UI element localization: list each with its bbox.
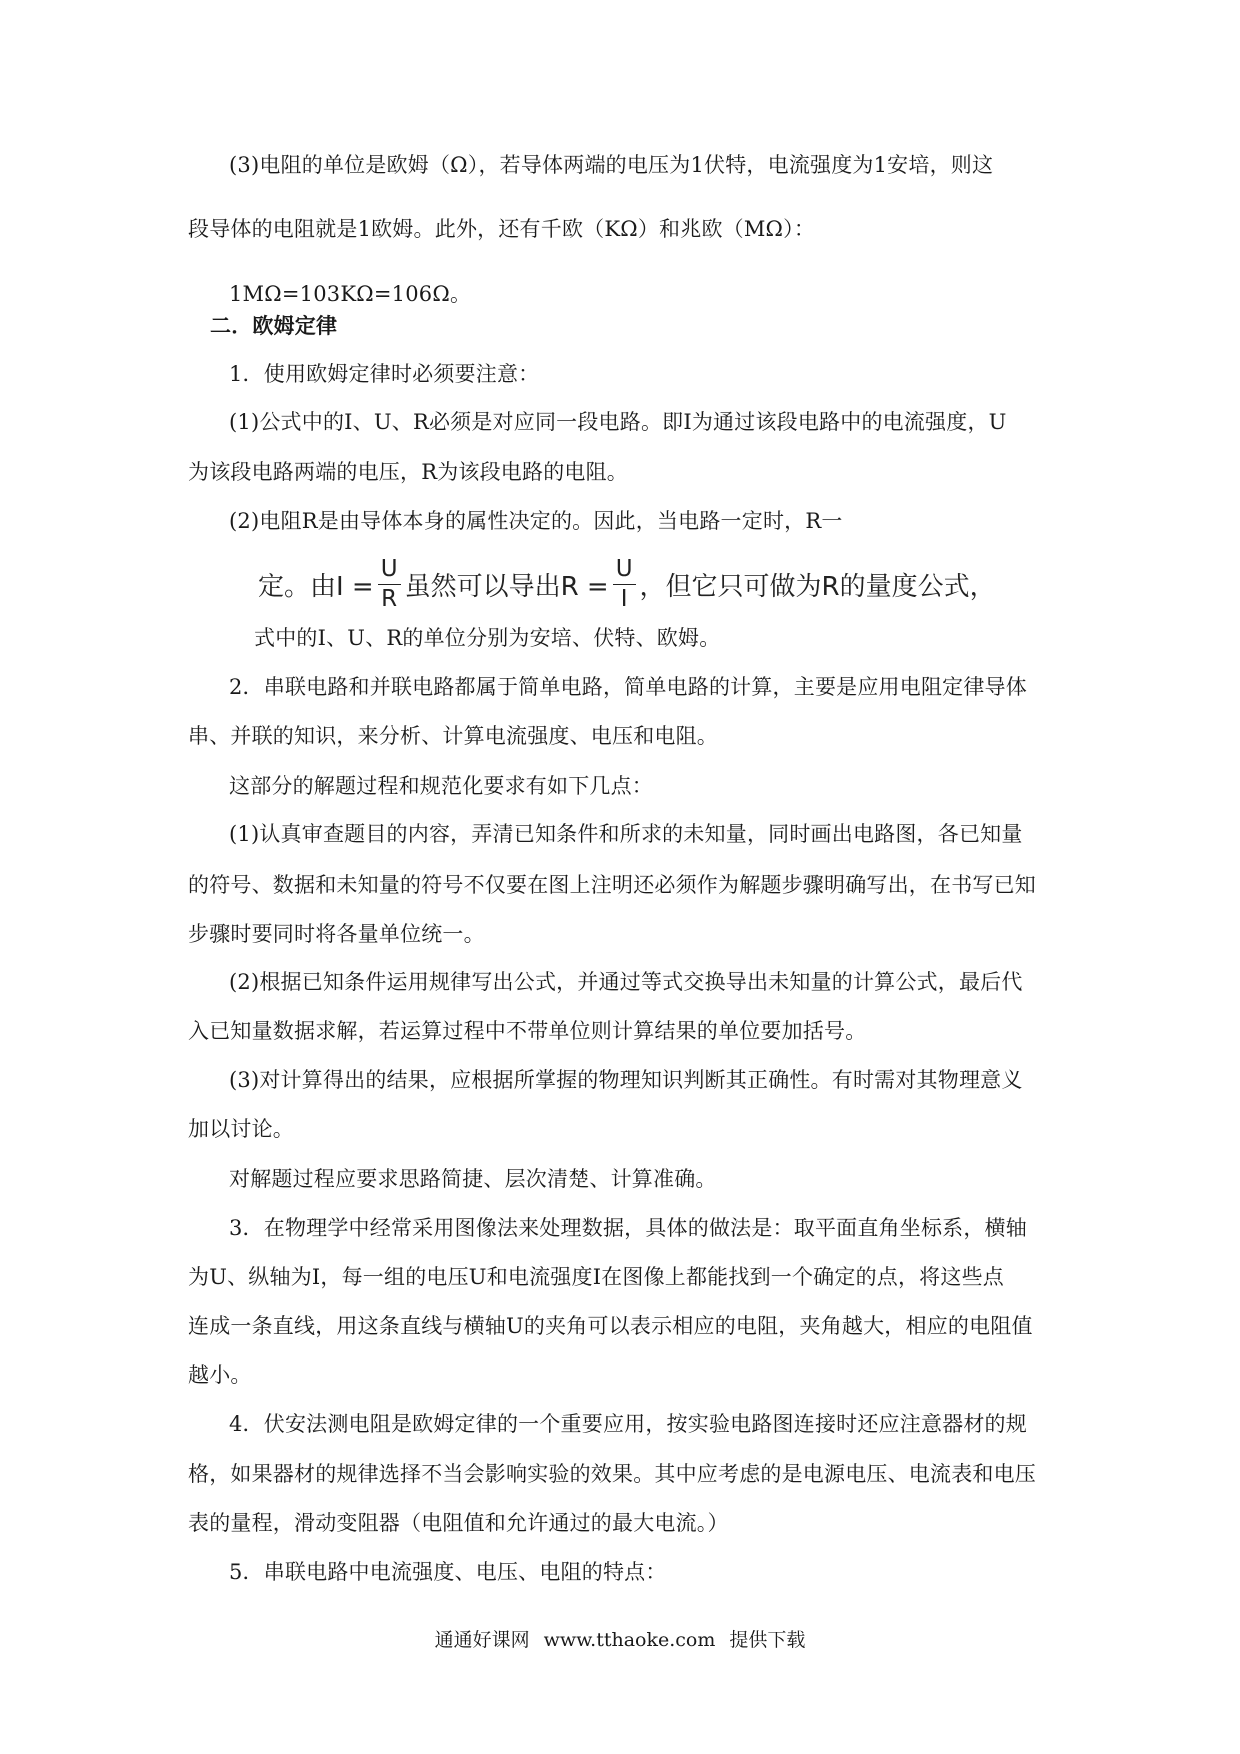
- fraction-denominator: I: [620, 585, 628, 612]
- footer-site-name: 通通好课网: [434, 1629, 530, 1651]
- paragraph-line: 5．串联电路中电流强度、电压、电阻的特点：: [229, 1560, 667, 1584]
- paragraph-line: (3)对计算得出的结果，应根据所掌握的物理知识判断其正确性。有时需对其物理意义: [229, 1068, 1023, 1092]
- footer-url-link[interactable]: www.tthaoke.com: [543, 1629, 716, 1651]
- paragraph-line: 对解题过程应要求思路简捷、层次清楚、计算准确。: [229, 1167, 717, 1191]
- paragraph-line: 连成一条直线，用这条直线与横轴U的夹角可以表示相应的电阻，夹角越大，相应的电阻值: [188, 1314, 1033, 1338]
- paragraph-line: 3．在物理学中经常采用图像法来处理数据，具体的做法是：取平面直角坐标系，横轴: [229, 1216, 1027, 1240]
- paragraph-line: 为该段电路两端的电压，R为该段电路的电阻。: [188, 460, 629, 484]
- paragraph-line: 的符号、数据和未知量的符号不仅要在图上注明还必须作为解题步骤明确写出，在书写已知: [188, 873, 1036, 897]
- paragraph-line: (1)认真审查题目的内容，弄清已知条件和所求的未知量，同时画出电路图，各已知量: [229, 822, 1023, 846]
- paragraph-line: 串、并联的知识，来分析、计算电流强度、电压和电阻。: [188, 724, 718, 748]
- paragraph-line: (1)公式中的I、U、R必须是对应同一段电路。即I为通过该段电路中的电流强度，U: [229, 410, 1007, 434]
- fraction-u-over-r: [378, 557, 401, 610]
- fraction-numerator: U: [613, 557, 636, 584]
- formula-prefix: 定。由I =: [258, 571, 374, 602]
- fraction-denominator: R: [381, 585, 398, 612]
- paragraph-line: 入已知量数据求解，若运算过程中不带单位则计算结果的单位要加括号。: [188, 1019, 867, 1043]
- paragraph-line: 加以讨论。: [188, 1117, 294, 1141]
- paragraph-line: (2)根据已知条件运用规律写出公式，并通过等式交换导出未知量的计算公式，最后代: [229, 970, 1023, 994]
- footer-note: 提供下载: [729, 1629, 806, 1651]
- paragraph-line: 步骤时要同时将各量单位统一。: [188, 922, 485, 946]
- paragraph-line: 4．伏安法测电阻是欧姆定律的一个重要应用，按实验电路图连接时还应注意器材的规: [229, 1412, 1027, 1436]
- paragraph-line: 2．串联电路和并联电路都属于简单电路，简单电路的计算，主要是应用电阻定律导体: [229, 675, 1027, 699]
- paragraph-line: 表的量程，滑动变阻器（电阻值和允许通过的最大电流。）: [188, 1511, 729, 1535]
- paragraph-line: (3)电阻的单位是欧姆（Ω），若导体两端的电压为1伏特，电流强度为1安培，则这: [229, 153, 994, 177]
- paragraph-line: 1．使用欧姆定律时必须要注意：: [229, 362, 540, 386]
- paragraph-line: 1MΩ=103KΩ=106Ω。: [229, 282, 472, 306]
- paragraph-line: 这部分的解题过程和规范化要求有如下几点：: [229, 774, 653, 798]
- fraction-u-over-i: [613, 557, 636, 610]
- formula-suffix: ，但它只可做为R的量度公式，: [639, 571, 996, 602]
- ohms-law-formula: [258, 544, 996, 624]
- formula-middle: 虽然可以导出R =: [404, 571, 609, 602]
- fraction-numerator: U: [378, 557, 401, 584]
- paragraph-line: (2)电阻R是由导体本身的属性决定的。因此，当电路一定时，R一: [229, 509, 843, 533]
- paragraph-line: 格，如果器材的规律选择不当会影响实验的效果。其中应考虑的是电源电压、电流表和电压: [188, 1462, 1036, 1486]
- page-footer: [0, 1625, 1240, 1652]
- paragraph-line: 段导体的电阻就是1欧姆。此外，还有千欧（KΩ）和兆欧（MΩ）：: [188, 217, 816, 241]
- paragraph-line: 为U、纵轴为I，每一组的电压U和电流强度I在图像上都能找到一个确定的点，将这些点: [188, 1265, 1004, 1289]
- paragraph-line: 式中的I、U、R的单位分别为安培、伏特、欧姆。: [254, 626, 721, 650]
- paragraph-line: 越小。: [188, 1363, 252, 1387]
- section-heading: 二．欧姆定律: [210, 313, 338, 338]
